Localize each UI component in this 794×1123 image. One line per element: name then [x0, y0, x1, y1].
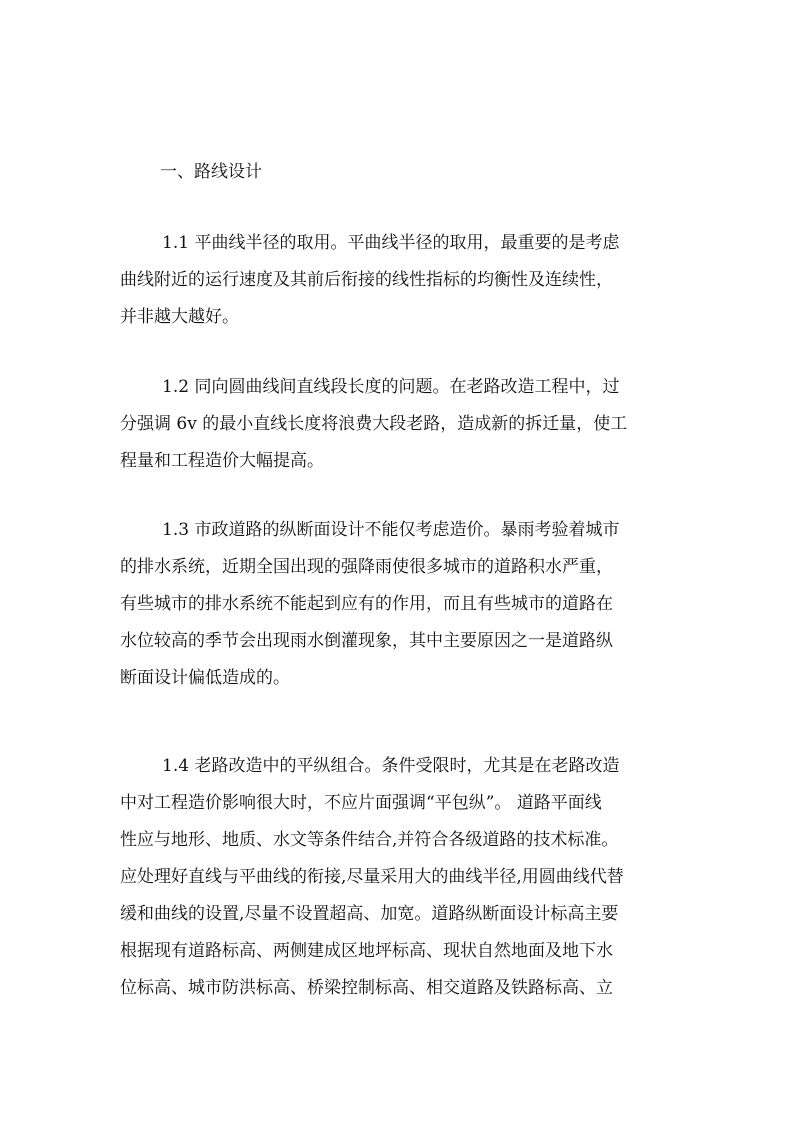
paragraph-1-3 [120, 512, 678, 697]
section-heading: 一、路线设计 [160, 162, 262, 182]
paragraph-line: 的排水系统，近期全国出现的强降雨使很多城市的道路积水严重， [120, 557, 613, 577]
paragraph-line: 曲线附近的运行速度及其前后衔接的线性指标的均衡性及连续性， [120, 270, 613, 290]
paragraph-line: 应处理好直线与平曲线的衔接,尽量采用大的曲线半径,用圆曲线代替 [120, 867, 624, 887]
paragraph-line: 断面设计偏低造成的。 [120, 668, 290, 688]
paragraph-line: 中对工程造价影响很大时，不应片面强调“平包纵”。 道路平面线 [120, 793, 602, 813]
paragraph-line: 根据现有道路标高、两侧建成区地坪标高、现状自然地面及地下水 [120, 941, 613, 961]
paragraph-line: 有些城市的排水系统不能起到应有的作用，而且有些城市的道路在 [120, 594, 613, 614]
paragraph-line: 性应与地形、地质、水文等条件结合,并符合各级道路的技术标准。 [120, 830, 619, 850]
paragraph-line: 1.1 平曲线半径的取用。平曲线半径的取用，最重要的是考虑 [162, 233, 620, 253]
paragraph-line: 1.3 市政道路的纵断面设计不能仅考虑造价。暴雨考验着城市 [162, 520, 620, 540]
paragraph-line: 缓和曲线的设置,尽量不设置超高、加宽。道路纵断面设计标高主要 [120, 904, 619, 924]
paragraph-line: 程量和工程造价大幅提高。 [120, 451, 324, 471]
paragraph-line: 并非越大越好。 [120, 307, 239, 327]
paragraph-1-4 [120, 748, 678, 1007]
paragraph-line: 1.2 同向圆曲线间直线段长度的问题。在老路改造工程中，过 [162, 377, 620, 397]
paragraph-line: 水位较高的季节会出现雨水倒灌现象，其中主要原因之一是道路纵 [120, 631, 613, 651]
paragraph-line: 分强调 6v 的最小直线长度将浪费大段老路，造成新的拆迁量，使工 [120, 414, 628, 434]
paragraph-line: 1.4 老路改造中的平纵组合。条件受限时，尤其是在老路改造 [162, 756, 620, 776]
paragraph-1-2 [120, 369, 678, 480]
paragraph-1-1 [120, 225, 678, 336]
paragraph-line: 位标高、城市防洪标高、桥梁控制标高、相交道路及铁路标高、立 [120, 978, 613, 998]
